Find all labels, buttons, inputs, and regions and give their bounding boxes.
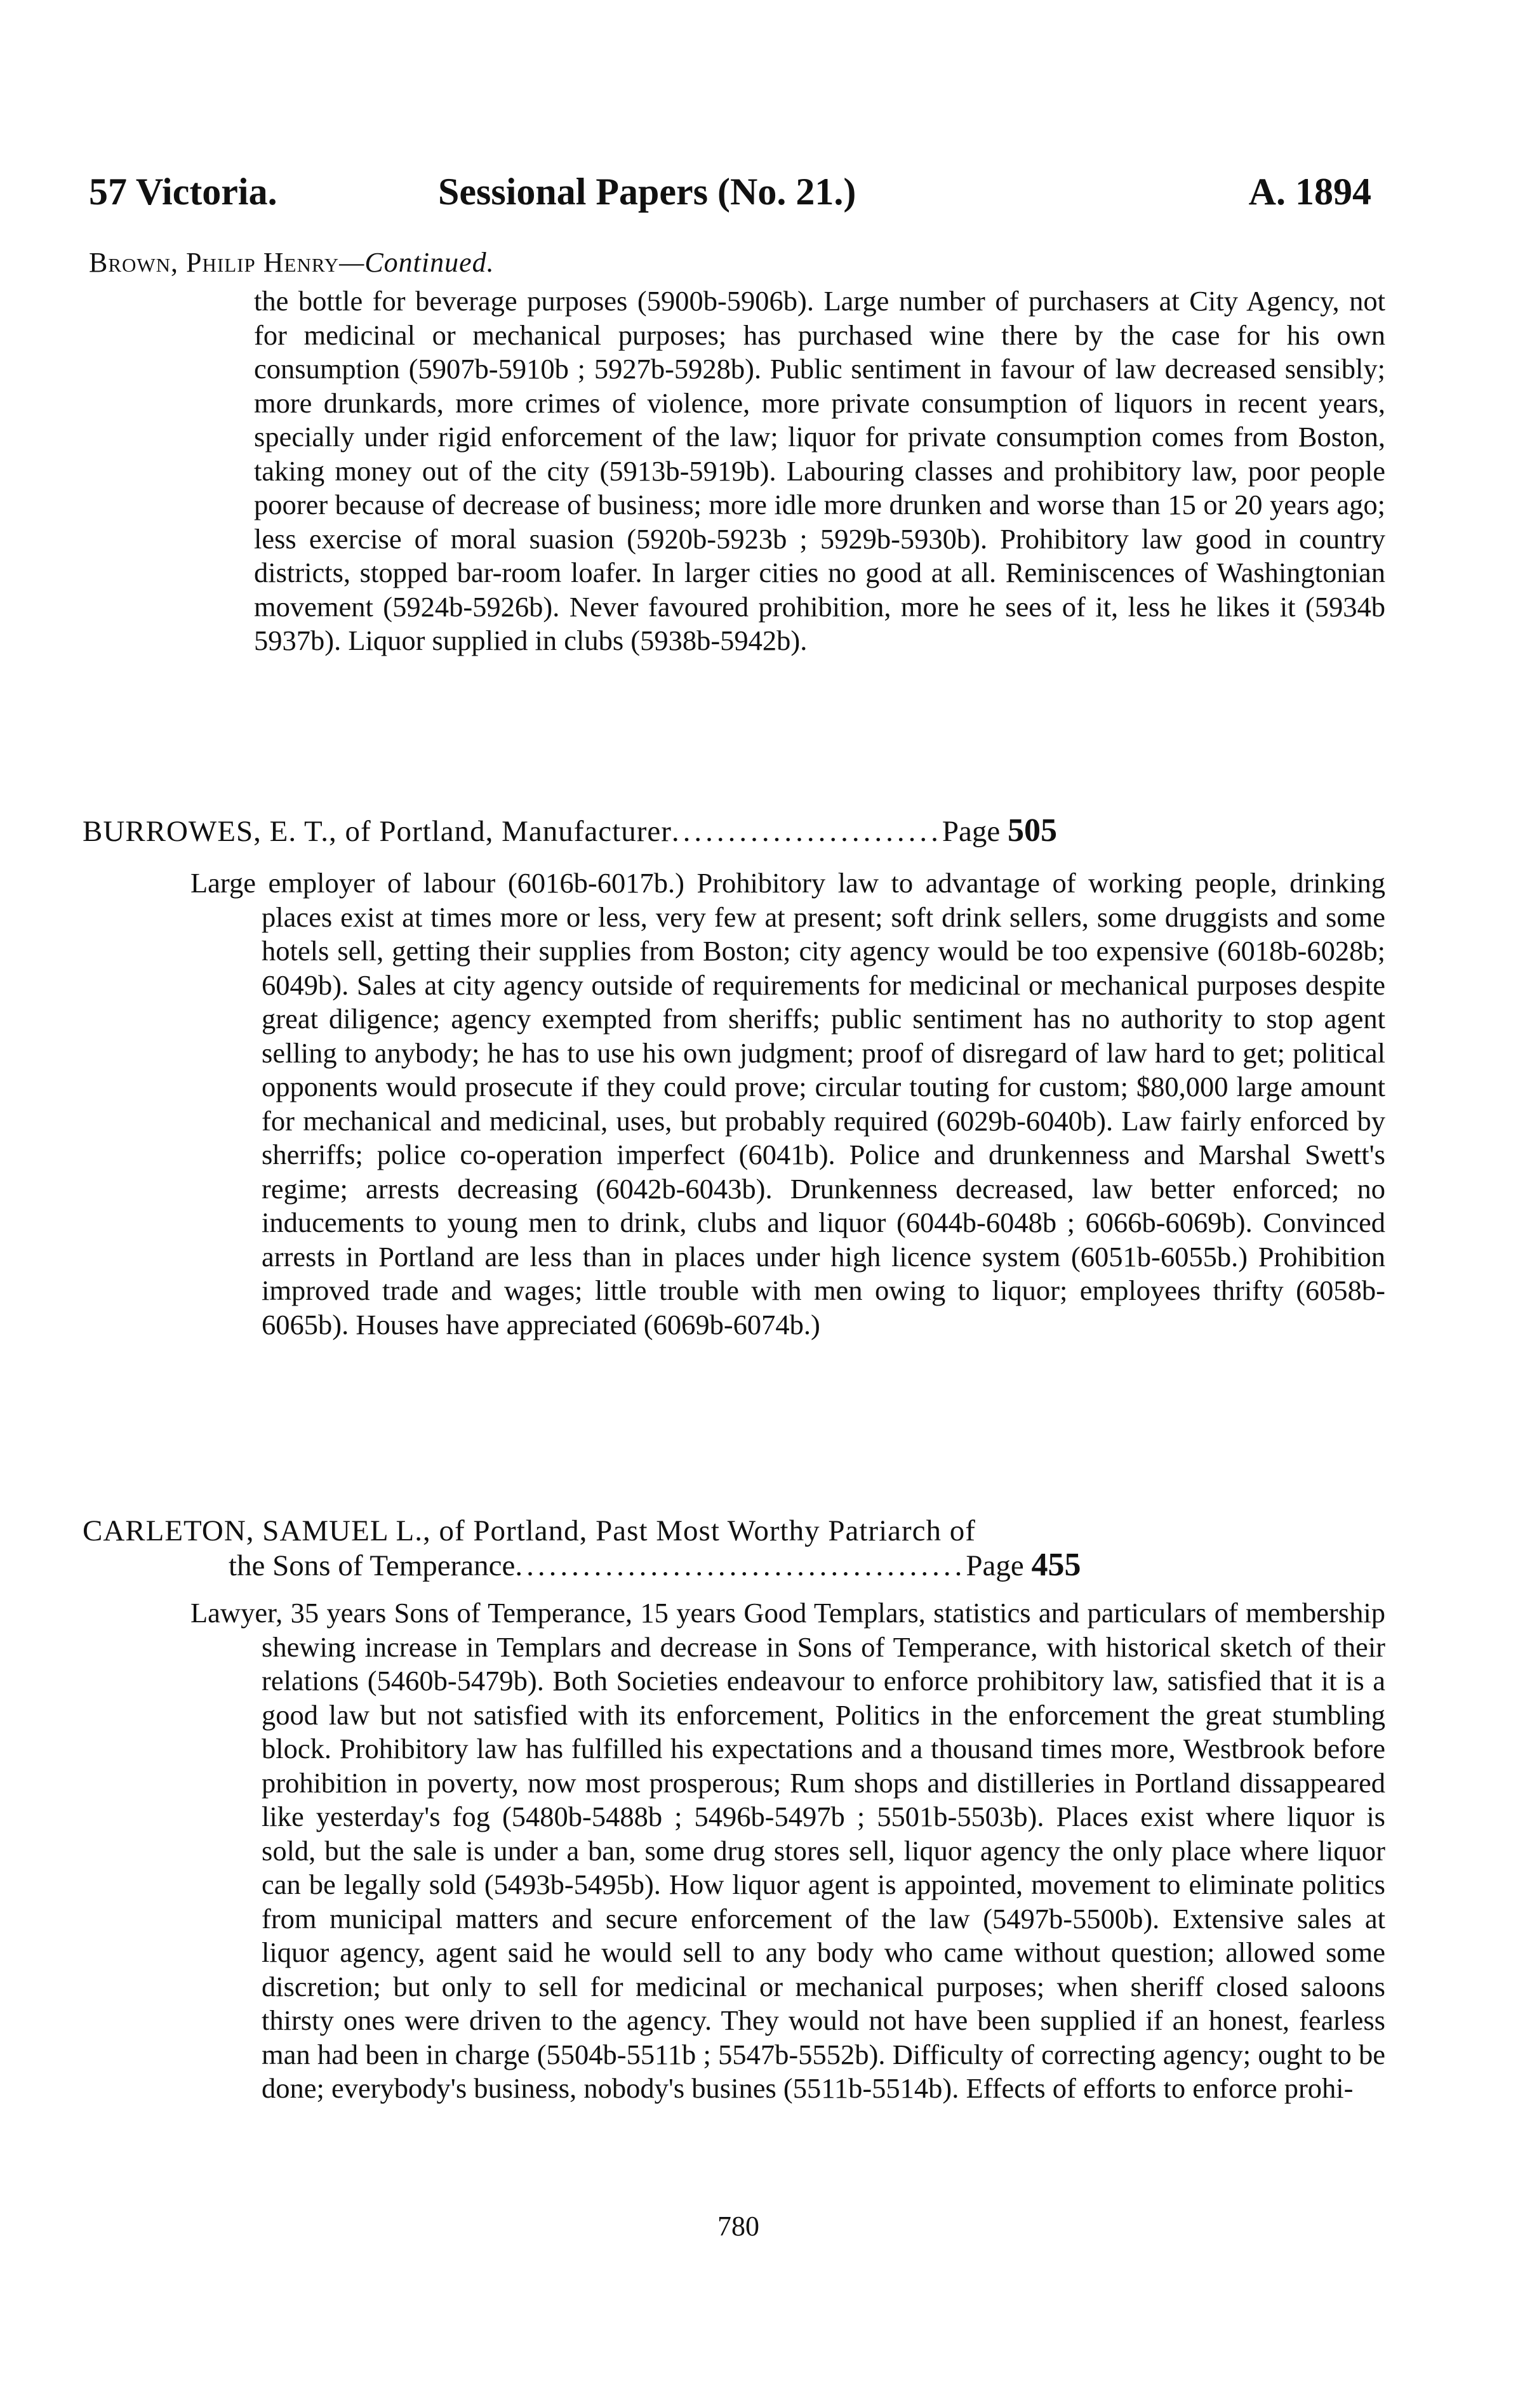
header-session: 57 Victoria. [89, 171, 277, 213]
carleton-heading [83, 1514, 1390, 1583]
carleton-name-line2-wrap [83, 1548, 1390, 1583]
page-header [89, 170, 1371, 227]
page-number: 780 [717, 2211, 759, 2242]
burrowes-name: BURROWES, E. T., of Portland, Manufacturer [83, 815, 672, 848]
brown-name: Brown, Philip Henry [89, 247, 340, 278]
brown-entry-text: the bottle for beverage purposes (5900b-5906b). Large number of purchasers at City Agency, not for medicinal or mechanical purposes; has purchased wine there by the case for his own consumption (5907b-5910b ; 5927b-5928b). Public sentiment in favour of law decreased sensibly; more drunkards, more crimes of violence, more private consumption of liquors in recent years, specially under rigid enforcement of the law; liquor for private consumption comes from Boston, taking money out of the city (5913b-5919b). Labouring classes and prohibitory law, poor people poorer because of decrease of business; more idle more drunken and worse than 15 or 20 years ago; less exercise of moral suasion (5920b-5923b ; 5929b-5930b). Prohibitory law good in country districts, stopped bar-room loafer. In larger cities no good at all. Reminiscences of Washingtonian movement (5924b-5926b). Never favoured prohibition, more he sees of it, less he likes it (5934b 5937b). Liquor supplied in clubs (5938b-5942b). [254, 285, 1385, 656]
brown-continued: —Continued. [339, 247, 495, 278]
carleton-name-line2: the Sons of Temperance [229, 1549, 516, 1582]
header-title: Sessional Papers (No. 21.) [438, 171, 856, 213]
burrowes-page-number: 505 [1008, 812, 1058, 849]
carleton-page-label: Page [966, 1549, 1024, 1582]
burrowes-leader: ........................ [671, 815, 942, 848]
carleton-entry-text [190, 1596, 1385, 2106]
burrowes-entry-text [190, 866, 1385, 1342]
carleton-paragraph: Lawyer, 35 years Sons of Temperance, 15 years Good Templars, statistics and particulars of membership shewing increase in Templars and decrease in Sons of Temperance, with historical sketch of their relations (5460b-5479b). Both Societies endeavour to enforce prohibitory law, satisfied that it is a good law but not satisfied with its enforcement, Politics in the enforcement the great stumbling block. Prohibitory law has fulfilled his expectations and a thousand times more, Westbrook before prohibition in poverty, now most prosperous; Rum shops and distilleries in Portland dissappeared like yesterday's fog (5480b-5488b ; 5496b-5497b ; 5501b-5503b). Places exist where liquor is sold, but the sale is under a ban, some drug stores sell, liquor agency the only place where liquor can be legally sold (5493b-5495b). How liquor agent is appointed, movement to eliminate politics from municipal matters and secure enforcement of the law (5497b-5500b). Extensive sales at liquor agency, agent said he would sell to any body who came without question; allowed some discretion; but only to sell for medicinal or mechanical purposes; when sheriff closed saloons thirsty ones were driven to the agency. They would not have been supplied if an honest, fearless man had been in charge (5504b-5511b ; 5547b-5552b). Difficulty of correcting agency; ought to be done; everybody's business, nobody's busines (5511b-5514b). Effects of efforts to enforce prohi- [190, 1597, 1385, 2104]
carleton-leader: ........................................ [515, 1549, 966, 1582]
carleton-name-line1: CARLETON, SAMUEL L., of Portland, Past Most Worthy Patriarch of [83, 1514, 976, 1547]
burrowes-heading [83, 814, 1390, 849]
header-year: A. 1894 [1248, 171, 1371, 213]
carleton-page-number: 455 [1031, 1547, 1081, 1583]
burrowes-paragraph: Large employer of labour (6016b-6017b.) Prohibitory law to advantage of working people, drinking places exist at times more or less, very few at present; soft drink sellers, some druggists and some hotels sell, getting their supplies from Boston; city agency would be too expensive (6018b-6028b; 6049b). Sales at city agency outside of requirements for medicinal or mechanical purposes despite great diligence; agency exempted from sheriffs; public sentiment has no authority to stop agent selling to anybody; he has to use his own judgment; proof of disregard of law hard to get; political opponents would prosecute if they could prove; circular touting for custom; $80,000 large amount for mechanical and medicinal, uses, but probably required (6029b-6040b). Law fairly enforced by sherriffs; police co-operation imperfect (6041b). Police and drunkenness and Marshal Swett's regime; arrests decreasing (6042b-6043b). Drunkenness decreased, law better enforced; no inducements to young men to drink, clubs and liquor (6044b-6048b ; 6066b-6069b). Convinced arrests in Portland are less than in places under high licence system (6051b-6055b.) Prohibition improved trade and wages; little trouble with men owing to liquor; employees thrifty (6058b-6065b). Houses have appreciated (6069b-6074b.) [190, 867, 1385, 1340]
burrowes-page-label: Page [942, 815, 1001, 848]
brown-heading [89, 246, 495, 279]
